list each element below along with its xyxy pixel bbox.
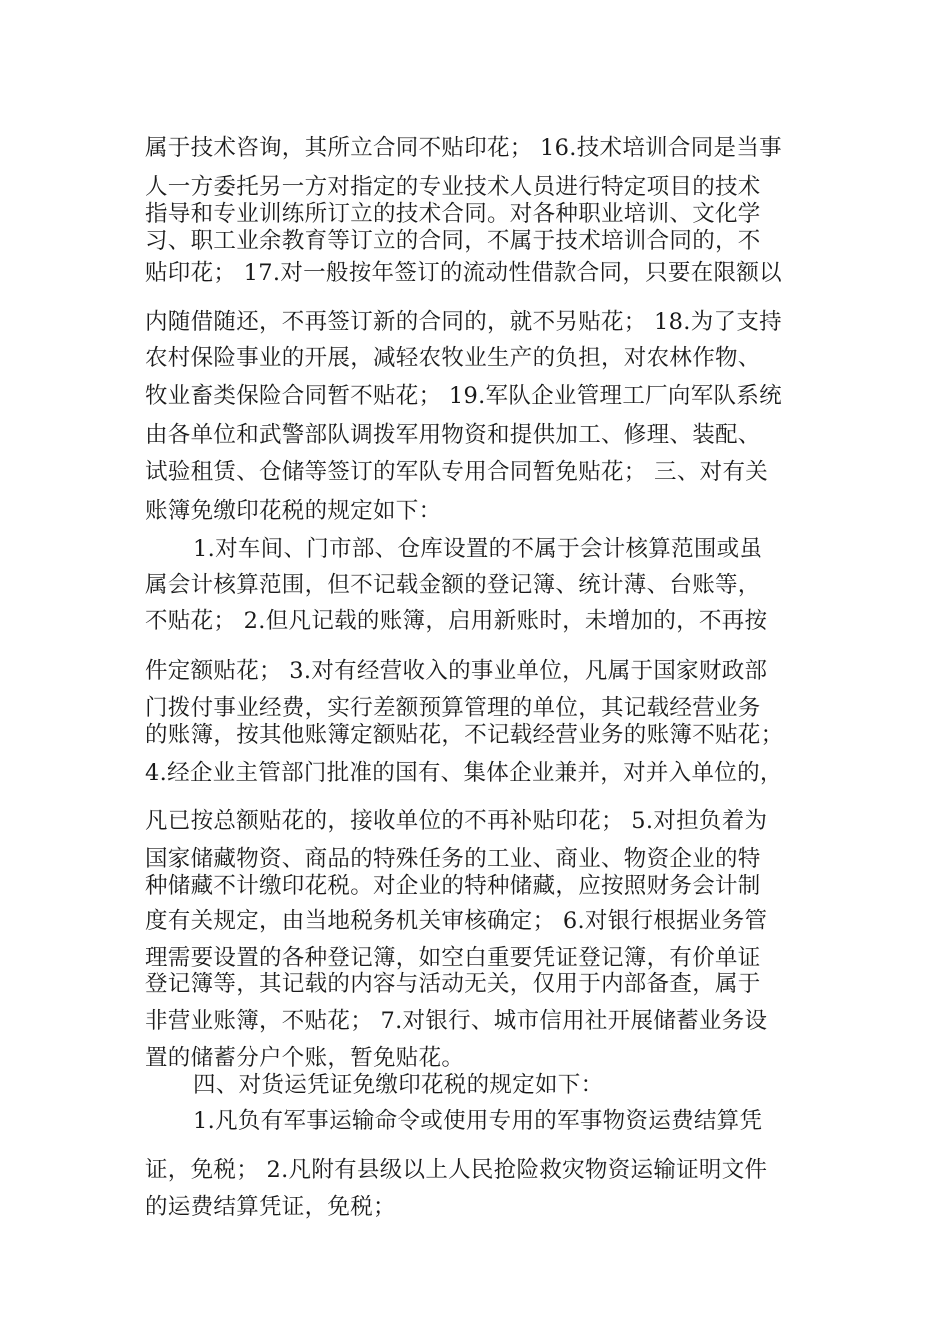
- text-line: 非营业账簿，不贴花； 7.对银行、城市信用社开展储蓄业务设: [145, 1008, 768, 1034]
- text-line: 置的储蓄分户个账，暂免贴花。: [145, 1045, 465, 1071]
- text-line: 账簿免缴印花税的规定如下：: [145, 498, 442, 524]
- text-line: 度有关规定，由当地税务机关审核确定； 6.对银行根据业务管: [145, 908, 768, 934]
- text-line: 贴印花； 17.对一般按年签订的流动性借款合同，只要在限额以: [145, 260, 782, 286]
- text-line: 人一方委托另一方对指定的专业技术人员进行特定项目的技术: [145, 174, 761, 200]
- text-line: 属于技术咨询，其所立合同不贴印花； 16.技术培训合同是当事: [145, 135, 782, 161]
- text-line: 种储藏不计缴印花税。对企业的特种储藏，应按照财务会计制: [145, 873, 761, 899]
- text-line: 牧业畜类保险合同暂不贴花； 19.军队企业管理工厂向军队系统: [145, 383, 782, 409]
- text-line: 登记簿等，其记载的内容与活动无关，仅用于内部备查，属于: [145, 971, 761, 997]
- text-line: 凡已按总额贴花的，接收单位的不再补贴印花； 5.对担负着为: [145, 808, 768, 834]
- text-line: 1.凡负有军事运输命令或使用专用的军事物资运费结算凭: [193, 1108, 763, 1134]
- text-line: 证，免税； 2.凡附有县级以上人民抢险救灾物资运输证明文件: [145, 1157, 768, 1183]
- text-line: 理需要设置的各种登记簿，如空白重要凭证登记簿，有价单证: [145, 945, 761, 971]
- text-line: 的账簿，按其他账簿定额贴花，不记载经营业务的账簿不贴花；: [145, 722, 784, 748]
- text-line: 件定额贴花； 3.对有经营收入的事业单位，凡属于国家财政部: [145, 658, 768, 684]
- text-line: 的运费结算凭证，免税；: [145, 1194, 396, 1220]
- text-line: 由各单位和武警部队调拨军用物资和提供加工、修理、装配、: [145, 422, 761, 448]
- text-line: 4.经企业主管部门批准的国有、集体企业兼并，对并入单位的，: [145, 760, 783, 786]
- text-line: 1.对车间、门市部、仓库设置的不属于会计核算范围或虽: [193, 536, 763, 562]
- text-line: 内随借随还，不再签订新的合同的，就不另贴花； 18.为了支持: [145, 309, 782, 335]
- text-line: 国家储藏物资、商品的特殊任务的工业、商业、物资企业的特: [145, 846, 761, 872]
- text-line: 习、职工业余教育等订立的合同，不属于技术培训合同的，不: [145, 228, 761, 254]
- text-line: 指导和专业训练所订立的技术合同。对各种职业培训、文化学: [145, 201, 761, 227]
- text-line: 试验租赁、仓储等签订的军队专用合同暂免贴花； 三、对有关: [145, 459, 769, 485]
- text-line: 农村保险事业的开展，减轻农牧业生产的负担，对农林作物、: [145, 345, 761, 371]
- text-line: 门拨付事业经费，实行差额预算管理的单位，其记载经营业务: [145, 695, 761, 721]
- text-line: 属会计核算范围，但不记载金额的登记簿、统计薄、台账等，: [145, 572, 761, 598]
- text-line: 四、对货运凭证免缴印花税的规定如下：: [193, 1072, 604, 1098]
- text-line: 不贴花； 2.但凡记载的账簿，启用新账时，未增加的，不再按: [145, 608, 768, 634]
